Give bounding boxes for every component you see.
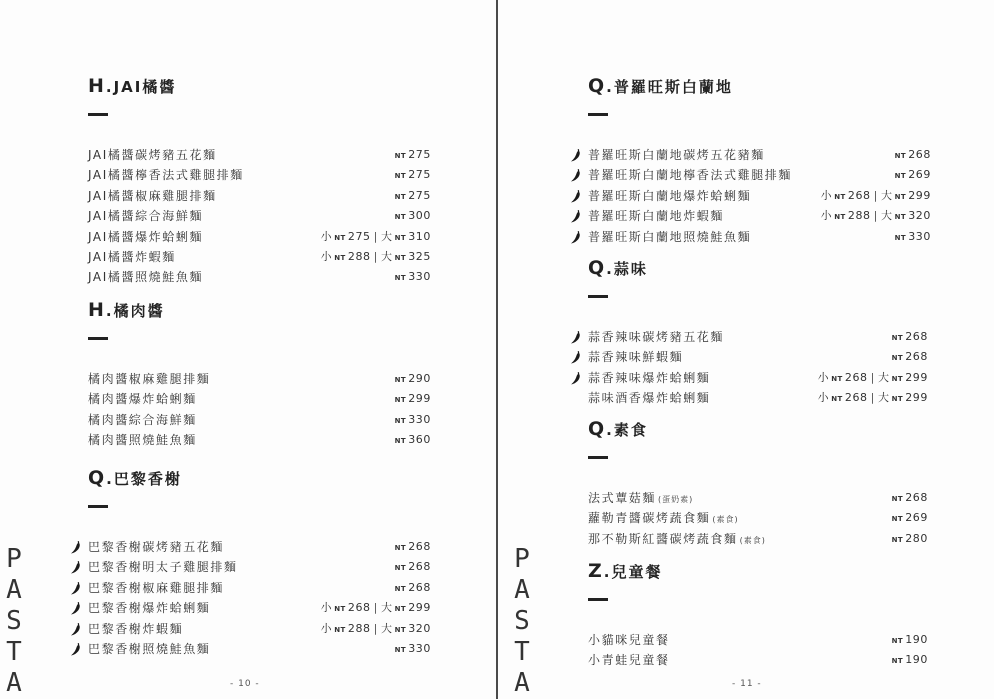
size-small-label: 小 [820, 209, 833, 223]
item-price [321, 247, 431, 268]
currency-label: NT [394, 605, 407, 614]
item-name: 小貓咪兒童餐 [588, 633, 670, 647]
price-value: NT 290 [394, 372, 431, 385]
item-price [395, 389, 431, 410]
price-value: NT 299 [891, 370, 928, 384]
section-name: .蒜味 [606, 260, 648, 278]
item-name: 蒜香辣味鮮蝦麵 [588, 350, 684, 365]
size-large-label: 大 [877, 391, 890, 405]
currency-label: NT [894, 213, 907, 222]
item-price [395, 537, 431, 558]
item-price [892, 347, 928, 368]
side-label-letter: P [514, 544, 530, 574]
price-value: NT 325 [394, 249, 431, 263]
item-price [892, 327, 928, 348]
price-separator: | [873, 188, 878, 202]
item-name: 蒜香辣味爆炸蛤蜊麵 [588, 370, 711, 385]
currency-label: NT [831, 374, 843, 383]
item-price [321, 227, 431, 248]
price-value: NT 299 [394, 601, 431, 615]
item-price [818, 368, 928, 389]
price-value: NT 330 [394, 641, 431, 655]
price-separator: | [373, 601, 378, 615]
currency-label: NT [894, 172, 907, 181]
price-value: NT 268 [394, 580, 431, 594]
item-price [395, 639, 431, 660]
currency-label: NT [894, 152, 907, 160]
price-separator: | [873, 209, 878, 223]
section-title [88, 467, 431, 489]
item-name: 巴黎香榭炸蝦麵 [88, 621, 184, 636]
item-price [892, 650, 928, 671]
currency-label: NT [394, 233, 407, 242]
currency-label: NT [891, 374, 904, 383]
section-rule [588, 113, 608, 116]
price-value: NT 330 [894, 229, 931, 243]
section-letter: Q [588, 418, 606, 440]
item-name: 普羅旺斯白蘭地爆炸蛤蜊麵 [588, 188, 752, 203]
section-rule [588, 456, 608, 459]
menu-item [588, 227, 931, 247]
item-name: JAI橘醬檸香法式雞腿排麵 [88, 168, 244, 183]
size-small-label: 小 [320, 249, 333, 263]
chili-pepper-icon [570, 371, 582, 385]
section-name: .巴黎香榭 [106, 470, 182, 488]
size-large-label: 大 [380, 601, 393, 615]
size-large-label: 大 [380, 249, 393, 263]
item-price [895, 145, 931, 166]
item-name: 橘肉醬綜合海鮮麵 [88, 412, 197, 427]
price-value: NT 268 [894, 148, 931, 161]
section-letter: Z [588, 560, 603, 582]
price-value: NT 330 [394, 412, 431, 426]
price-separator: | [870, 370, 875, 384]
section-rule [88, 113, 108, 116]
section-title [588, 257, 928, 279]
size-small-label: 小 [320, 601, 333, 615]
item-price [395, 267, 431, 288]
item-price [395, 145, 431, 166]
item-price [395, 206, 431, 227]
currency-label: NT [831, 395, 843, 404]
price-value: NT 190 [891, 653, 928, 667]
menu-item [88, 639, 431, 659]
item-name: JAI橘醬綜合海鮮麵 [88, 209, 204, 224]
currency-label: NT [334, 253, 346, 262]
menu-item [88, 537, 431, 557]
section-name: .素食 [606, 421, 648, 439]
currency-label: NT [334, 233, 346, 242]
menu-item [88, 165, 431, 185]
menu-item [88, 145, 431, 165]
item-name: JAI橘醬碳烤豬五花麵 [88, 148, 217, 162]
menu-item [588, 508, 928, 528]
side-label-letter: A [6, 575, 22, 605]
price-value: NT 275 [334, 229, 371, 243]
currency-label: NT [394, 437, 407, 446]
side-label-letter: A [514, 668, 530, 698]
section-title [88, 299, 431, 321]
section-rule [588, 598, 608, 601]
chili-pepper-icon [70, 581, 82, 595]
menu-item [588, 630, 928, 650]
menu-item [588, 347, 928, 367]
currency-label: NT [891, 334, 904, 342]
size-small-label: 小 [320, 621, 333, 635]
price-value: NT 268 [334, 601, 371, 615]
size-large-label: 大 [380, 621, 393, 635]
menu-item [88, 389, 431, 409]
size-large-label: 大 [880, 188, 893, 202]
section-title [588, 75, 931, 97]
item-name: 普羅旺斯白蘭地碳烤五花豬麵 [588, 148, 765, 162]
section-letter: Q [588, 75, 606, 97]
item-name: JAI橘醬爆炸蛤蜊麵 [88, 229, 204, 244]
chili-pepper-icon [70, 642, 82, 656]
price-value: NT 299 [891, 391, 928, 405]
menu-item [588, 206, 931, 226]
item-name: 巴黎香榭爆炸蛤蜊麵 [88, 601, 211, 616]
section-rule [88, 337, 108, 340]
price-value: NT 320 [394, 621, 431, 635]
chili-pepper-icon [70, 540, 82, 554]
section-letter: Q [88, 467, 106, 489]
item-name: 蒜味酒香爆炸蛤蜊麵 [588, 391, 711, 406]
currency-label: NT [394, 564, 407, 573]
currency-label: NT [334, 605, 346, 614]
size-large-label: 大 [877, 370, 890, 384]
chili-pepper-icon [570, 330, 582, 344]
chili-pepper-icon [70, 601, 82, 615]
menu-item [88, 430, 431, 450]
menu-item [588, 186, 931, 206]
section-name: .JAI橘醬 [105, 78, 177, 96]
price-separator: | [373, 249, 378, 263]
item-price [395, 557, 431, 578]
menu-item [88, 578, 431, 598]
menu-item [588, 368, 928, 388]
menu-item [588, 650, 928, 670]
item-name: 橘肉醬照燒鮭魚麵 [88, 433, 197, 448]
chili-pepper-icon [570, 209, 582, 223]
item-name: JAI橘醬炸蝦麵 [88, 249, 176, 264]
section-title [588, 418, 928, 440]
currency-label: NT [891, 657, 904, 666]
chili-pepper-icon [570, 168, 582, 182]
price-value: NT 268 [834, 188, 871, 202]
item-price [395, 186, 431, 207]
menu-item [88, 557, 431, 577]
price-value: NT 190 [891, 633, 928, 646]
price-value: NT 288 [834, 209, 871, 223]
currency-label: NT [891, 495, 904, 503]
menu-page-right [498, 0, 994, 699]
item-name: 橘肉醬爆炸蛤蜊麵 [88, 392, 197, 407]
price-value: NT 268 [831, 391, 868, 405]
item-name: 巴黎香榭椒麻雞腿排麵 [88, 580, 225, 595]
currency-label: NT [891, 637, 904, 645]
price-value: NT 268 [891, 330, 928, 343]
price-value: NT 275 [394, 148, 431, 161]
price-value: NT 299 [894, 188, 931, 202]
side-label-letter: A [6, 668, 22, 698]
side-label-letter: S [6, 606, 22, 636]
section-title [88, 75, 431, 97]
menu-item [88, 369, 431, 389]
item-name: 那不勒斯紅醬碳烤蔬食麵 (素食) [588, 531, 766, 546]
price-value: NT 268 [891, 350, 928, 364]
item-name: 普羅旺斯白蘭地照燒鮭魚麵 [588, 229, 752, 244]
side-label-letter: A [514, 575, 530, 605]
side-label-pasta [510, 544, 534, 699]
item-price [395, 165, 431, 186]
price-value: NT 330 [394, 270, 431, 284]
price-value: NT 268 [831, 370, 868, 384]
currency-label: NT [394, 645, 407, 654]
menu-section [588, 418, 928, 549]
item-note: (素食) [739, 535, 766, 545]
menu-item [88, 598, 431, 618]
menu-item [88, 410, 431, 430]
currency-label: NT [394, 192, 407, 201]
price-value: NT 268 [394, 560, 431, 574]
price-separator: | [373, 621, 378, 635]
item-name: 蘿勒青醬碳烤蔬食麵 (素食) [588, 511, 739, 526]
menu-section [88, 467, 431, 659]
currency-label: NT [891, 535, 904, 544]
price-value: NT 269 [894, 168, 931, 182]
page-number: - 11 - [732, 679, 762, 689]
section-name: .普羅旺斯白蘭地 [606, 78, 733, 96]
side-label-letter: T [514, 637, 530, 667]
item-price [895, 227, 931, 248]
menu-item [588, 529, 928, 549]
item-price [821, 206, 931, 227]
price-separator: | [870, 391, 875, 405]
menu-section [588, 257, 928, 409]
item-price [895, 165, 931, 186]
size-large-label: 大 [880, 209, 893, 223]
page-number: - 10 - [230, 679, 260, 689]
section-letter: Q [588, 257, 606, 279]
currency-label: NT [834, 213, 846, 222]
currency-label: NT [394, 274, 407, 283]
currency-label: NT [394, 584, 407, 593]
item-name: 普羅旺斯白蘭地檸香法式雞腿排麵 [588, 168, 793, 183]
size-small-label: 小 [817, 370, 830, 384]
size-large-label: 大 [380, 229, 393, 243]
item-note: (蛋奶素) [658, 495, 694, 504]
currency-label: NT [394, 544, 407, 552]
section-letter: H [88, 75, 105, 97]
section-title [588, 560, 928, 582]
item-name: JAI橘醬椒麻雞腿排麵 [88, 188, 217, 203]
currency-label: NT [394, 172, 407, 181]
item-name: 巴黎香榭照燒鮭魚麵 [88, 641, 211, 656]
chili-pepper-icon [70, 622, 82, 636]
currency-label: NT [894, 192, 907, 201]
item-price [395, 430, 431, 451]
price-value: NT 288 [334, 621, 371, 635]
side-label-letter: P [6, 544, 22, 574]
item-price [395, 369, 431, 390]
chili-pepper-icon [570, 230, 582, 244]
section-name: .橘肉醬 [105, 302, 165, 320]
menu-item [588, 145, 931, 165]
currency-label: NT [394, 253, 407, 262]
price-value: NT 268 [891, 491, 928, 504]
chili-pepper-icon [570, 189, 582, 203]
menu-item [588, 488, 928, 508]
item-price [321, 619, 431, 640]
currency-label: NT [394, 213, 407, 222]
currency-label: NT [394, 396, 407, 405]
menu-item [588, 165, 931, 185]
currency-label: NT [394, 376, 407, 384]
currency-label: NT [891, 354, 904, 363]
item-note: (素食) [712, 515, 739, 525]
item-price [321, 598, 431, 619]
menu-item [88, 186, 431, 206]
currency-label: NT [394, 625, 407, 634]
currency-label: NT [394, 416, 407, 425]
menu-section [88, 299, 431, 451]
currency-label: NT [891, 515, 904, 524]
price-separator: | [373, 229, 378, 243]
currency-label: NT [891, 395, 904, 404]
currency-label: NT [334, 625, 346, 634]
size-small-label: 小 [820, 188, 833, 202]
item-name: 普羅旺斯白蘭地炸蝦麵 [588, 209, 725, 224]
item-price [892, 529, 928, 550]
price-value: NT 300 [394, 209, 431, 223]
item-price [892, 488, 928, 509]
menu-item [88, 206, 431, 226]
menu-item [88, 267, 431, 287]
price-value: NT 275 [394, 168, 431, 182]
price-value: NT 269 [891, 511, 928, 525]
section-name: .兒童餐 [603, 563, 663, 581]
menu-section [588, 560, 928, 671]
menu-item [88, 247, 431, 267]
currency-label: NT [894, 233, 907, 242]
section-rule [588, 295, 608, 298]
item-name: 巴黎香榭碳烤豬五花麵 [88, 540, 225, 554]
menu-item [588, 388, 928, 408]
currency-label: NT [834, 192, 846, 201]
item-name: 巴黎香榭明太子雞腿排麵 [88, 560, 238, 575]
item-name: 蒜香辣味碳烤豬五花麵 [588, 330, 725, 344]
item-price [395, 578, 431, 599]
side-label-pasta [2, 544, 26, 699]
item-name: 小青蛙兒童餐 [588, 653, 670, 668]
menu-page-left [0, 0, 496, 699]
side-label-letter: T [6, 637, 22, 667]
item-price [821, 186, 931, 207]
currency-label: NT [394, 152, 407, 160]
menu-section [88, 75, 431, 288]
price-value: NT 310 [394, 229, 431, 243]
price-value: NT 320 [894, 209, 931, 223]
item-name: 法式蕈菇麵 (蛋奶素) [588, 491, 694, 505]
price-value: NT 360 [394, 433, 431, 447]
item-price [395, 410, 431, 431]
item-price [892, 508, 928, 529]
price-value: NT 275 [394, 188, 431, 202]
menu-item [588, 327, 928, 347]
size-small-label: 小 [817, 391, 830, 405]
section-rule [88, 505, 108, 508]
item-name: JAI橘醬照燒鮭魚麵 [88, 270, 204, 285]
chili-pepper-icon [570, 148, 582, 162]
side-label-letter: S [514, 606, 530, 636]
price-value: NT 299 [394, 392, 431, 406]
item-name: 橘肉醬椒麻雞腿排麵 [88, 372, 211, 386]
price-value: NT 280 [891, 531, 928, 545]
chili-pepper-icon [570, 350, 582, 364]
item-price [818, 388, 928, 409]
chili-pepper-icon [70, 560, 82, 574]
price-value: NT 268 [394, 540, 431, 553]
item-price [892, 630, 928, 651]
menu-item [88, 619, 431, 639]
price-value: NT 288 [334, 249, 371, 263]
section-letter: H [88, 299, 105, 321]
menu-section [588, 75, 931, 247]
size-small-label: 小 [320, 229, 333, 243]
menu-item [88, 227, 431, 247]
